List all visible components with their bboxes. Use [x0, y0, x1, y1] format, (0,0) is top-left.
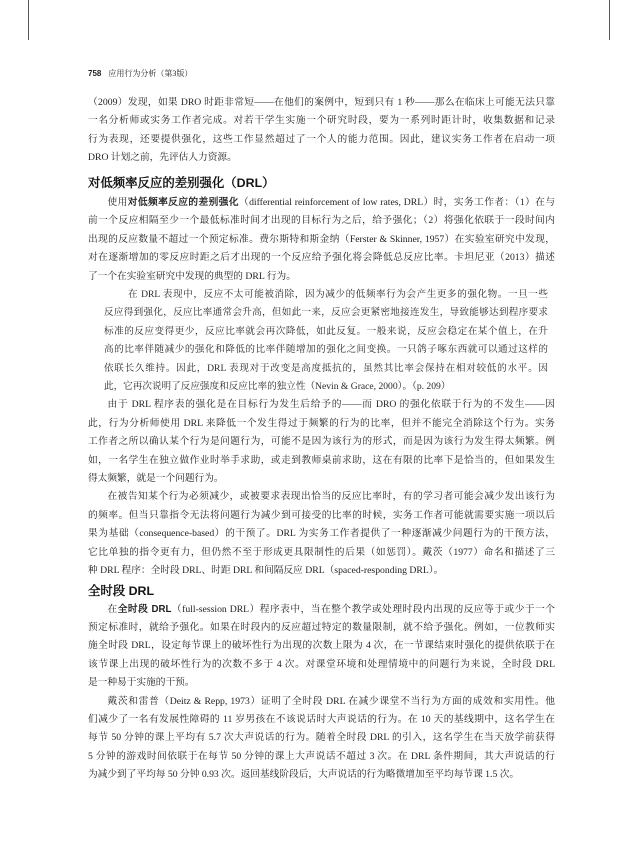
- text-line: 施全时段 DRL，设定每节课上的破坏性行为出现的次数上限为 4 次，在一节课结束时强化的提供依联于在: [88, 640, 555, 652]
- running-header: [88, 68, 192, 80]
- text-line: 得太频繁，就是一个问题行为。: [88, 472, 224, 484]
- text-line: 对在逐渐增加的零反应时距之后才出现的一个反应给予强化将会降低总反应比率。卡坦尼亚（2013）描述: [88, 252, 555, 264]
- text-line: 此，行为分析师使用 DRL 来降低一个发生得过于频繁的行为的比率，但并不能完全消除这个行为。实务: [88, 417, 555, 429]
- subsection-heading-full-session: 全时段 DRL: [88, 583, 155, 598]
- text-line: 种 DRL 程序：全时段 DRL、时距 DRL 和间隔反应 DRL（spaced-responding DRL）。: [88, 564, 444, 576]
- page-number: 758: [88, 69, 102, 78]
- text-line: 果为基础（consequence-based）的干预了。DRL 为实务工作者提供了一种逐渐减少问题行为的干预方法，: [88, 528, 555, 540]
- text-line: 们减少了一名有发展性障碍的 11 岁男孩在不该说话时大声说话的行为。在 10 天的基线期中，这名学生在: [88, 713, 555, 725]
- defined-term: 全时段 DRL: [117, 603, 172, 615]
- text-line: 了一个在实验室研究中发现的典型的 DRL 行为。: [88, 270, 296, 282]
- line-rest: （differential reinforcement of low rates, DRL）时，实务工作者：（1）在与: [238, 197, 555, 208]
- text-line: （2009）发现，如果 DRO 时距非常短——在他们的案例中，短到只有 1 秒——那么在临床上可能无法只靠: [88, 97, 555, 108]
- crop-mark-right: [609, 0, 610, 40]
- text-line: 戴茨和雷普（Deitz & Repp, 1973）证明了全时段 DRL 在减少课堂不当行为方面的成效和实用性。他: [107, 695, 555, 707]
- text-line: 在被告知某个行为必须减少，或被要求表现出恰当的反应比率时，有的学习者可能会减少发出该行为: [107, 491, 555, 503]
- quote-line: 高的比率伴随减少的强化和降低的比率伴随增加的强化之间变换。一只鸽子啄东西就可以通过这样的: [104, 344, 548, 356]
- paragraph-6: [88, 693, 555, 785]
- paragraph-3: [88, 396, 555, 488]
- line-lead: 在: [107, 603, 118, 615]
- quote-line: 标准的反应变得更少，反应比率就会再次降低，如此反复。一般来说，反应会稳定在某个值上，在升: [104, 325, 548, 337]
- text-line: 前一个反应相隔至少一个最低标准时间才出现的目标行为之后，给予强化；（2）将强化依联于一段时间内: [88, 215, 555, 227]
- text-line: [88, 601, 555, 619]
- text-line: 由于 DRL 程序表的强化是在目标行为发生后给予的——而 DRO 的强化依联于行为的不发生——因: [107, 399, 555, 411]
- text-line: 工作者之所以确认某个行为是问题行为，可能不是因为该行为的形式，而是因为该行为发生得太频繁。例: [88, 436, 555, 448]
- paragraph-1: [88, 94, 555, 168]
- paragraph-5: [88, 601, 555, 693]
- text-line: 该节课上出现的破坏性行为的次数不多于 4 次。对课堂环境和处理情境中的问题行为来说，全时段 DRL: [88, 658, 555, 670]
- line-rest: （full-session DRL）程序表中，当在整个教学或处理时段内出现的反应等于或少于一个: [171, 603, 555, 615]
- paragraph-2: [88, 194, 555, 286]
- quote-line: 反应得到强化，反应比率通常会升高，但如此一来，反应会更紧密地接连发生，导致能够达到程序要求: [104, 307, 548, 319]
- quote-line: 此，它再次说明了反应强度和反应比率的独立性（Nevin & Grace, 2000）。（p. 209）: [104, 380, 451, 392]
- text-line: 行为表现，还要提供强化，这些工作显然超过了一个人的能力范围。因此，建议实务工作者在启动一项: [88, 133, 555, 145]
- defined-term: 对低频率反应的差别强化: [127, 197, 239, 208]
- text-line: 出现的反应数量不超过一个预定标准。费尔斯特和斯金纳（Ferster & Skinner, 1957）在实验室研究中发现，: [88, 233, 555, 245]
- text-line: [88, 194, 555, 212]
- text-line: 如，一名学生在独立做作业时举手求助，或走到教师桌前求助，这在有限的比率下是恰当的，但如果发生: [88, 454, 555, 466]
- line-lead: 使用: [107, 197, 128, 208]
- text-line: 一名分析师或实务工作者完成。对若干学生实施一个研究时段，要为一系列时距计时，收集数据和记录: [88, 115, 555, 127]
- text-line: 每节 50 分钟的课上平均有 5.7 次大声说话的行为。随着全时段 DRL 的引入，这名学生在当天放学前获得: [88, 732, 555, 744]
- crop-mark-left: [28, 0, 29, 40]
- text-line: 为减少到了平均每 50 分钟 0.93 次。返回基线阶段后，大声说话的行为略微增加至平均每节课 1.5 次。: [88, 769, 520, 781]
- paragraph-4: [88, 488, 555, 580]
- section-heading-drl: 对低频率反应的差别强化（DRL）: [88, 176, 275, 190]
- quote-line: 依联长久维持。因此，DRL 表现对于改变是高度抵抗的，虽然其比率会保持在相对较低的水平。因: [104, 362, 548, 374]
- block-quote: [104, 286, 548, 396]
- text-line: DRO 计划之前，先评估人力资源。: [88, 152, 237, 164]
- text-line: 预定标准时，就给予强化。如果在时段内的反应超过特定的数量限制，就不给予强化。例如，一位教师实: [88, 621, 555, 633]
- text-line: 它比单独的指令更有力，但仍然不至于形成更具限制性的后果（如惩罚）。戴茨（1977）命名和描述了三: [88, 546, 555, 558]
- text-line: 是一种易于实施的干预。: [88, 677, 195, 689]
- text-line: 5 分钟的游戏时间依联于在每节 50 分钟的课上大声说话不超过 3 次。在 DRL 条件期间，其大声说话的行: [88, 750, 555, 762]
- book-title: 应用行为分析（第3版）: [108, 69, 193, 78]
- quote-line: 在 DRL 表现中，反应不太可能被消除，因为减少的低频率行为会产生更多的强化物。一旦一些: [128, 289, 548, 300]
- text-line: 的频率。但当只靠指令无法将问题行为减少到可接受的比率的时候，实务工作者可能就需要实施一项以后: [88, 509, 555, 521]
